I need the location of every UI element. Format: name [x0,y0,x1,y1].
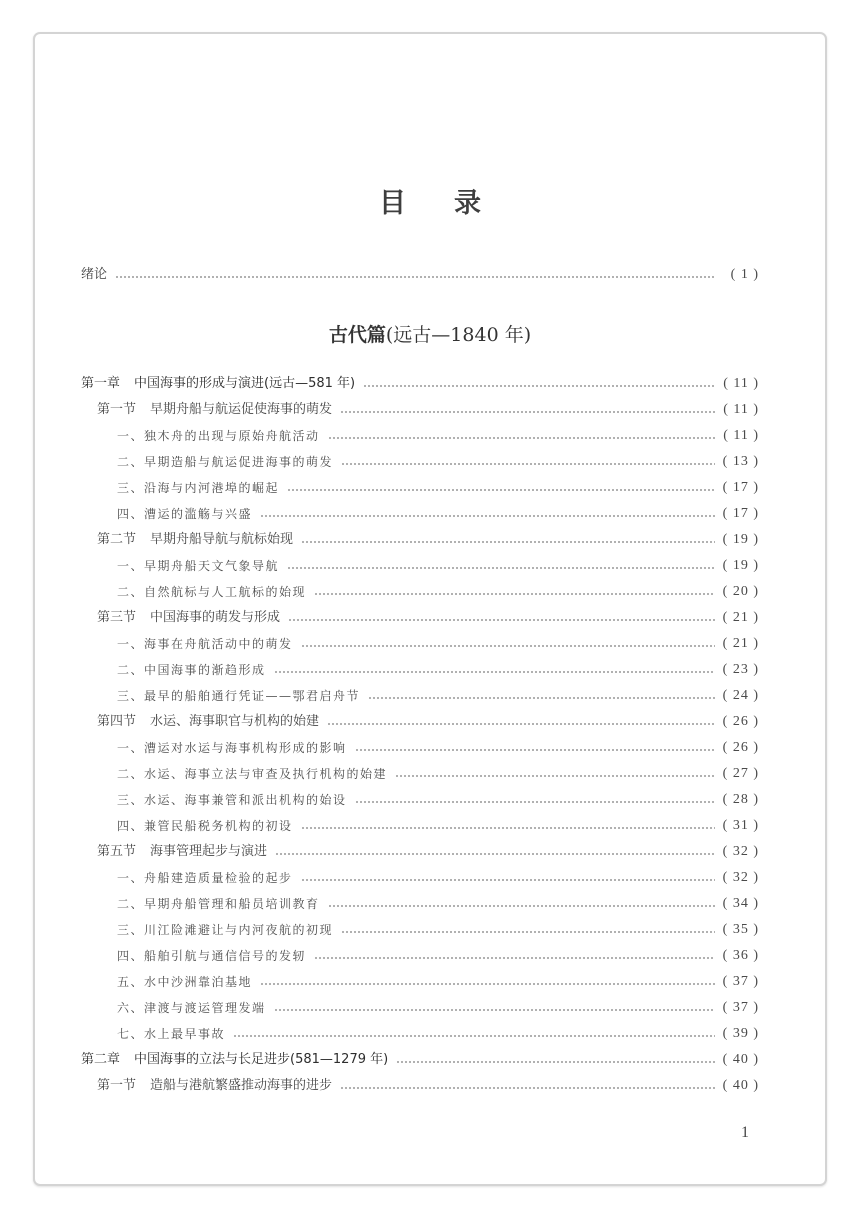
item-title: 一、早期舟船天文气象导航 [117,559,280,573]
toc-page-number: ( 32 ) [722,870,759,885]
item-title: 七、水上最早事故 [117,1027,226,1041]
dot-leader [233,1035,715,1037]
toc-item[interactable] [117,815,759,837]
toc-item[interactable] [117,789,759,811]
item-title: 五、水中沙洲靠泊基地 [117,975,253,989]
item-title: 三、沿海与内河港埠的崛起 [117,481,280,495]
toc-item[interactable] [117,685,759,707]
toc-page-number: ( 21 ) [722,636,759,651]
toc-title [35,181,825,220]
dot-leader [341,931,715,933]
item-title: 一、漕运对水运与海事机构形成的影响 [117,741,347,755]
dot-leader [260,515,715,517]
toc-page-number: ( 32 ) [722,844,759,859]
toc-item[interactable] [117,919,759,941]
toc-chapter[interactable] [81,1049,759,1071]
dot-leader [396,1061,715,1063]
dot-leader [301,645,715,647]
toc-page-number: ( 20 ) [722,584,759,599]
dot-leader [115,276,715,278]
section-title: 中国海事的萌发与形成 [150,610,281,625]
toc-page-number: ( 37 ) [722,974,759,989]
item-title: 一、独木舟的出现与原始舟航活动 [117,429,320,443]
toc-page-number: ( 21 ) [722,610,759,625]
dot-leader [274,671,715,673]
toc-item[interactable] [117,867,759,889]
dot-leader [260,983,715,985]
chapter-title: 中国海事的立法与长足进步(581—1279 年) [134,1052,389,1067]
dot-leader [327,723,715,725]
item-title: 一、海事在舟航活动中的萌发 [117,637,293,651]
toc-item[interactable] [117,633,759,655]
toc-page-number: ( 27 ) [722,766,759,781]
toc-entry-intro[interactable] [81,264,759,286]
toc-page-number: ( 11 ) [723,402,759,417]
toc-section[interactable] [97,529,759,551]
item-title: 四、兼管民船税务机构的初设 [117,819,293,833]
toc-section[interactable] [97,1075,759,1097]
section-title: 海事管理起步与演进 [150,844,268,859]
section-number: 第二节 [97,532,137,547]
toc-page-number: ( 40 ) [722,1078,759,1093]
dot-leader [301,827,715,829]
section-number: 第五节 [97,844,137,859]
toc-page-number: ( 26 ) [722,740,759,755]
item-title: 三、川江险滩避让与内河夜航的初现 [117,923,334,937]
chapter-number: 第二章 [81,1052,121,1067]
item-title: 二、早期舟船管理和船员培训教育 [117,897,320,911]
toc-page-number: ( 11 ) [723,376,759,391]
item-title: 二、中国海事的渐趋形成 [117,663,266,677]
toc-section[interactable] [97,711,759,733]
toc-item[interactable] [117,451,759,473]
dot-leader [355,801,715,803]
toc-item[interactable] [117,737,759,759]
toc-page-number: ( 35 ) [722,922,759,937]
toc-page-number: ( 17 ) [722,480,759,495]
section-title: 早期舟船导航与航标始现 [150,532,294,547]
part-heading-title: 古代篇 [328,324,386,346]
toc-item[interactable] [117,503,759,525]
dot-leader [340,411,715,413]
toc-page-number: ( 39 ) [722,1026,759,1041]
dot-leader [328,905,715,907]
toc-item[interactable] [117,945,759,967]
toc-page-number: ( 1 ) [730,267,759,282]
toc-page-number: ( 26 ) [722,714,759,729]
toc-page-number: ( 17 ) [722,506,759,521]
item-title: 一、舟船建造质量检验的起步 [117,871,293,885]
dot-leader [355,749,715,751]
section-title: 早期舟船与航运促使海事的萌发 [150,402,333,417]
dot-leader [288,619,715,621]
chapter-number: 第一章 [81,376,121,391]
item-title: 二、早期造船与航运促进海事的萌发 [117,455,334,469]
item-title: 六、津渡与渡运管理发端 [117,1001,266,1015]
toc-page-number: ( 24 ) [722,688,759,703]
toc-title-char-2: 录 [454,188,481,219]
dot-leader [301,879,715,881]
item-title: 三、最早的船舶通行凭证——鄂君启舟节 [117,689,361,703]
page-number: 1 [741,1124,749,1141]
section-title: 水运、海事职官与机构的始建 [150,714,320,729]
toc-item[interactable] [117,659,759,681]
dot-leader [274,1009,715,1011]
dot-leader [328,437,715,439]
toc-item[interactable] [117,425,759,447]
chapter-title: 中国海事的形成与演进(远古—581 年) [134,376,356,391]
toc-page-number: ( 31 ) [722,818,759,833]
document-page [33,32,827,1186]
toc-item[interactable] [117,1023,759,1045]
item-title: 四、漕运的滥觞与兴盛 [117,507,253,521]
toc-item[interactable] [117,971,759,993]
section-number: 第一节 [97,1078,137,1093]
toc-item[interactable] [117,997,759,1019]
dot-leader [275,853,715,855]
part-heading [35,320,825,347]
toc-item[interactable] [117,763,759,785]
toc-title-char-1: 目 [379,188,406,219]
section-number: 第四节 [97,714,137,729]
toc-section[interactable] [97,607,759,629]
dot-leader [341,463,715,465]
dot-leader [287,489,715,491]
dot-leader [314,957,715,959]
toc-page-number: ( 40 ) [722,1052,759,1067]
toc-section[interactable] [97,841,759,863]
dot-leader [314,593,715,595]
toc-item[interactable] [117,477,759,499]
section-title: 造船与港航繁盛推动海事的进步 [150,1078,333,1093]
item-title: 四、船舶引航与通信信号的发轫 [117,949,307,963]
toc-section[interactable] [97,399,759,421]
item-title: 二、自然航标与人工航标的始现 [117,585,307,599]
dot-leader [301,541,715,543]
toc-page-number: ( 13 ) [722,454,759,469]
dot-leader [340,1087,715,1089]
item-title: 三、水运、海事兼管和派出机构的始设 [117,793,347,807]
dot-leader [395,775,715,777]
toc-entry-label: 绪论 [81,267,108,282]
toc-page-number: ( 28 ) [722,792,759,807]
toc-page-number: ( 11 ) [723,428,759,443]
toc-page-number: ( 19 ) [722,532,759,547]
dot-leader [363,385,715,387]
toc-page-number: ( 37 ) [722,1000,759,1015]
toc-page-number: ( 19 ) [722,558,759,573]
toc-page-number: ( 36 ) [722,948,759,963]
part-heading-range: (远古—1840 年) [385,324,532,346]
item-title: 二、水运、海事立法与审查及执行机构的始建 [117,767,388,781]
section-number: 第一节 [97,402,137,417]
section-number: 第三节 [97,610,137,625]
toc-page-number: ( 34 ) [722,896,759,911]
toc-chapter[interactable] [81,373,759,395]
toc-item[interactable] [117,581,759,603]
toc-item[interactable] [117,555,759,577]
dot-leader [368,697,715,699]
toc-item[interactable] [117,893,759,915]
toc-page-number: ( 23 ) [722,662,759,677]
dot-leader [287,567,715,569]
